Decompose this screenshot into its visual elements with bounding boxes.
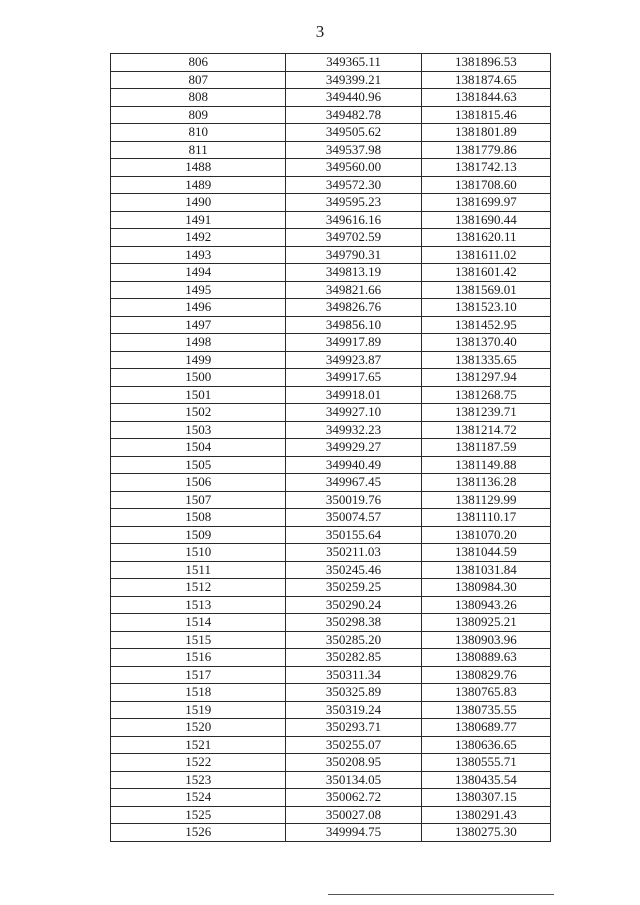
x-coordinate-cell: 349932.23 xyxy=(286,421,421,439)
y-coordinate-cell: 1380689.77 xyxy=(421,719,550,737)
point-number-cell: 1499 xyxy=(111,351,286,369)
x-coordinate-cell: 349440.96 xyxy=(286,89,421,107)
x-coordinate-cell: 350259.25 xyxy=(286,579,421,597)
y-coordinate-cell: 1381523.10 xyxy=(421,299,550,317)
y-coordinate-cell: 1381708.60 xyxy=(421,176,550,194)
point-number-cell: 1507 xyxy=(111,491,286,509)
point-number-cell: 1519 xyxy=(111,701,286,719)
y-coordinate-cell: 1380829.76 xyxy=(421,666,550,684)
table-row xyxy=(111,806,551,824)
y-coordinate-cell: 1380925.21 xyxy=(421,614,550,632)
y-coordinate-cell: 1381044.59 xyxy=(421,544,550,562)
y-coordinate-cell: 1381620.11 xyxy=(421,229,550,247)
point-number-cell: 1492 xyxy=(111,229,286,247)
point-number-cell: 1489 xyxy=(111,176,286,194)
y-coordinate-cell: 1381149.88 xyxy=(421,456,550,474)
table-row xyxy=(111,596,551,614)
y-coordinate-cell: 1380275.30 xyxy=(421,824,550,842)
y-coordinate-cell: 1381874.65 xyxy=(421,71,550,89)
y-coordinate-cell: 1380735.55 xyxy=(421,701,550,719)
y-coordinate-cell: 1381699.97 xyxy=(421,194,550,212)
x-coordinate-cell: 350285.20 xyxy=(286,631,421,649)
table-row xyxy=(111,439,551,457)
point-number-cell: 1512 xyxy=(111,579,286,597)
y-coordinate-cell: 1380307.15 xyxy=(421,789,550,807)
table-row xyxy=(111,824,551,842)
table-row xyxy=(111,246,551,264)
table-row xyxy=(111,456,551,474)
y-coordinate-cell: 1381070.20 xyxy=(421,526,550,544)
point-number-cell: 806 xyxy=(111,54,286,72)
x-coordinate-cell: 350062.72 xyxy=(286,789,421,807)
x-coordinate-cell: 349572.30 xyxy=(286,176,421,194)
x-coordinate-cell: 350211.03 xyxy=(286,544,421,562)
y-coordinate-cell: 1381031.84 xyxy=(421,561,550,579)
point-number-cell: 1491 xyxy=(111,211,286,229)
point-number-cell: 1494 xyxy=(111,264,286,282)
x-coordinate-cell: 350027.08 xyxy=(286,806,421,824)
coordinates-table xyxy=(110,53,551,842)
x-coordinate-cell: 349702.59 xyxy=(286,229,421,247)
x-coordinate-cell: 349399.21 xyxy=(286,71,421,89)
table-row xyxy=(111,544,551,562)
point-number-cell: 1520 xyxy=(111,719,286,737)
point-number-cell: 1508 xyxy=(111,509,286,527)
table-row xyxy=(111,736,551,754)
x-coordinate-cell: 349616.16 xyxy=(286,211,421,229)
x-coordinate-cell: 350245.46 xyxy=(286,561,421,579)
y-coordinate-cell: 1380984.30 xyxy=(421,579,550,597)
x-coordinate-cell: 349918.01 xyxy=(286,386,421,404)
x-coordinate-cell: 349923.87 xyxy=(286,351,421,369)
table-row xyxy=(111,54,551,72)
x-coordinate-cell: 350208.95 xyxy=(286,754,421,772)
table-row xyxy=(111,631,551,649)
table-row xyxy=(111,579,551,597)
x-coordinate-cell: 350019.76 xyxy=(286,491,421,509)
x-coordinate-cell: 350074.57 xyxy=(286,509,421,527)
x-coordinate-cell: 349813.19 xyxy=(286,264,421,282)
y-coordinate-cell: 1381801.89 xyxy=(421,124,550,142)
point-number-cell: 1505 xyxy=(111,456,286,474)
table-row xyxy=(111,369,551,387)
table-row xyxy=(111,334,551,352)
point-number-cell: 1503 xyxy=(111,421,286,439)
x-coordinate-cell: 349927.10 xyxy=(286,404,421,422)
point-number-cell: 809 xyxy=(111,106,286,124)
y-coordinate-cell: 1380555.71 xyxy=(421,754,550,772)
table-row xyxy=(111,229,551,247)
y-coordinate-cell: 1381452.95 xyxy=(421,316,550,334)
y-coordinate-cell: 1381129.99 xyxy=(421,491,550,509)
x-coordinate-cell: 349917.65 xyxy=(286,369,421,387)
page-number: 3 xyxy=(315,22,325,41)
point-number-cell: 1518 xyxy=(111,684,286,702)
y-coordinate-cell: 1381611.02 xyxy=(421,246,550,264)
y-coordinate-cell: 1381297.94 xyxy=(421,369,550,387)
y-coordinate-cell: 1381136.28 xyxy=(421,474,550,492)
x-coordinate-cell: 350255.07 xyxy=(286,736,421,754)
point-number-cell: 1488 xyxy=(111,159,286,177)
x-coordinate-cell: 349790.31 xyxy=(286,246,421,264)
y-coordinate-cell: 1381815.46 xyxy=(421,106,550,124)
table-row xyxy=(111,351,551,369)
y-coordinate-cell: 1381239.71 xyxy=(421,404,550,422)
y-coordinate-cell: 1381569.01 xyxy=(421,281,550,299)
point-number-cell: 1516 xyxy=(111,649,286,667)
y-coordinate-cell: 1380291.43 xyxy=(421,806,550,824)
table-row xyxy=(111,526,551,544)
y-coordinate-cell: 1380943.26 xyxy=(421,596,550,614)
footer-divider xyxy=(328,894,554,895)
point-number-cell: 1502 xyxy=(111,404,286,422)
point-number-cell: 1510 xyxy=(111,544,286,562)
table-row xyxy=(111,421,551,439)
table-row xyxy=(111,89,551,107)
point-number-cell: 811 xyxy=(111,141,286,159)
table-row xyxy=(111,211,551,229)
table-row xyxy=(111,614,551,632)
x-coordinate-cell: 349994.75 xyxy=(286,824,421,842)
table-row xyxy=(111,264,551,282)
point-number-cell: 1526 xyxy=(111,824,286,842)
table-row xyxy=(111,666,551,684)
x-coordinate-cell: 350319.24 xyxy=(286,701,421,719)
y-coordinate-cell: 1381110.17 xyxy=(421,509,550,527)
x-coordinate-cell: 350311.34 xyxy=(286,666,421,684)
x-coordinate-cell: 349365.11 xyxy=(286,54,421,72)
point-number-cell: 1523 xyxy=(111,771,286,789)
table-row xyxy=(111,509,551,527)
y-coordinate-cell: 1380903.96 xyxy=(421,631,550,649)
x-coordinate-cell: 349917.89 xyxy=(286,334,421,352)
y-coordinate-cell: 1381779.86 xyxy=(421,141,550,159)
point-number-cell: 1522 xyxy=(111,754,286,772)
table-row xyxy=(111,474,551,492)
table-body xyxy=(111,54,551,842)
point-number-cell: 1497 xyxy=(111,316,286,334)
point-number-cell: 1514 xyxy=(111,614,286,632)
x-coordinate-cell: 349940.49 xyxy=(286,456,421,474)
x-coordinate-cell: 349856.10 xyxy=(286,316,421,334)
point-number-cell: 1498 xyxy=(111,334,286,352)
table-row xyxy=(111,754,551,772)
y-coordinate-cell: 1380765.83 xyxy=(421,684,550,702)
y-coordinate-cell: 1380435.54 xyxy=(421,771,550,789)
x-coordinate-cell: 350290.24 xyxy=(286,596,421,614)
table-row xyxy=(111,281,551,299)
table-row xyxy=(111,299,551,317)
table-row xyxy=(111,176,551,194)
point-number-cell: 1493 xyxy=(111,246,286,264)
point-number-cell: 1524 xyxy=(111,789,286,807)
point-number-cell: 810 xyxy=(111,124,286,142)
y-coordinate-cell: 1381690.44 xyxy=(421,211,550,229)
point-number-cell: 807 xyxy=(111,71,286,89)
table-row xyxy=(111,106,551,124)
y-coordinate-cell: 1381844.63 xyxy=(421,89,550,107)
y-coordinate-cell: 1380889.63 xyxy=(421,649,550,667)
table-row xyxy=(111,404,551,422)
table-row xyxy=(111,316,551,334)
point-number-cell: 1501 xyxy=(111,386,286,404)
point-number-cell: 1509 xyxy=(111,526,286,544)
point-number-cell: 1504 xyxy=(111,439,286,457)
table-row xyxy=(111,124,551,142)
y-coordinate-cell: 1381896.53 xyxy=(421,54,550,72)
point-number-cell: 1525 xyxy=(111,806,286,824)
point-number-cell: 1506 xyxy=(111,474,286,492)
point-number-cell: 808 xyxy=(111,89,286,107)
x-coordinate-cell: 350134.05 xyxy=(286,771,421,789)
point-number-cell: 1496 xyxy=(111,299,286,317)
table-row xyxy=(111,771,551,789)
x-coordinate-cell: 350298.38 xyxy=(286,614,421,632)
table-row xyxy=(111,194,551,212)
point-number-cell: 1495 xyxy=(111,281,286,299)
y-coordinate-cell: 1381370.40 xyxy=(421,334,550,352)
x-coordinate-cell: 349560.00 xyxy=(286,159,421,177)
x-coordinate-cell: 349821.66 xyxy=(286,281,421,299)
point-number-cell: 1521 xyxy=(111,736,286,754)
table-row xyxy=(111,789,551,807)
y-coordinate-cell: 1381268.75 xyxy=(421,386,550,404)
point-number-cell: 1513 xyxy=(111,596,286,614)
table-row xyxy=(111,719,551,737)
x-coordinate-cell: 350293.71 xyxy=(286,719,421,737)
table-row xyxy=(111,561,551,579)
x-coordinate-cell: 349967.45 xyxy=(286,474,421,492)
x-coordinate-cell: 349826.76 xyxy=(286,299,421,317)
x-coordinate-cell: 350325.89 xyxy=(286,684,421,702)
table-row xyxy=(111,159,551,177)
table-row xyxy=(111,701,551,719)
y-coordinate-cell: 1380636.65 xyxy=(421,736,550,754)
y-coordinate-cell: 1381601.42 xyxy=(421,264,550,282)
table-row xyxy=(111,684,551,702)
table-row xyxy=(111,386,551,404)
x-coordinate-cell: 349537.98 xyxy=(286,141,421,159)
point-number-cell: 1515 xyxy=(111,631,286,649)
y-coordinate-cell: 1381187.59 xyxy=(421,439,550,457)
point-number-cell: 1517 xyxy=(111,666,286,684)
point-number-cell: 1511 xyxy=(111,561,286,579)
table-row xyxy=(111,141,551,159)
table-row xyxy=(111,71,551,89)
point-number-cell: 1490 xyxy=(111,194,286,212)
table-row xyxy=(111,649,551,667)
x-coordinate-cell: 349595.23 xyxy=(286,194,421,212)
y-coordinate-cell: 1381742.13 xyxy=(421,159,550,177)
x-coordinate-cell: 350282.85 xyxy=(286,649,421,667)
y-coordinate-cell: 1381335.65 xyxy=(421,351,550,369)
y-coordinate-cell: 1381214.72 xyxy=(421,421,550,439)
x-coordinate-cell: 350155.64 xyxy=(286,526,421,544)
point-number-cell: 1500 xyxy=(111,369,286,387)
x-coordinate-cell: 349482.78 xyxy=(286,106,421,124)
x-coordinate-cell: 349929.27 xyxy=(286,439,421,457)
table-row xyxy=(111,491,551,509)
x-coordinate-cell: 349505.62 xyxy=(286,124,421,142)
